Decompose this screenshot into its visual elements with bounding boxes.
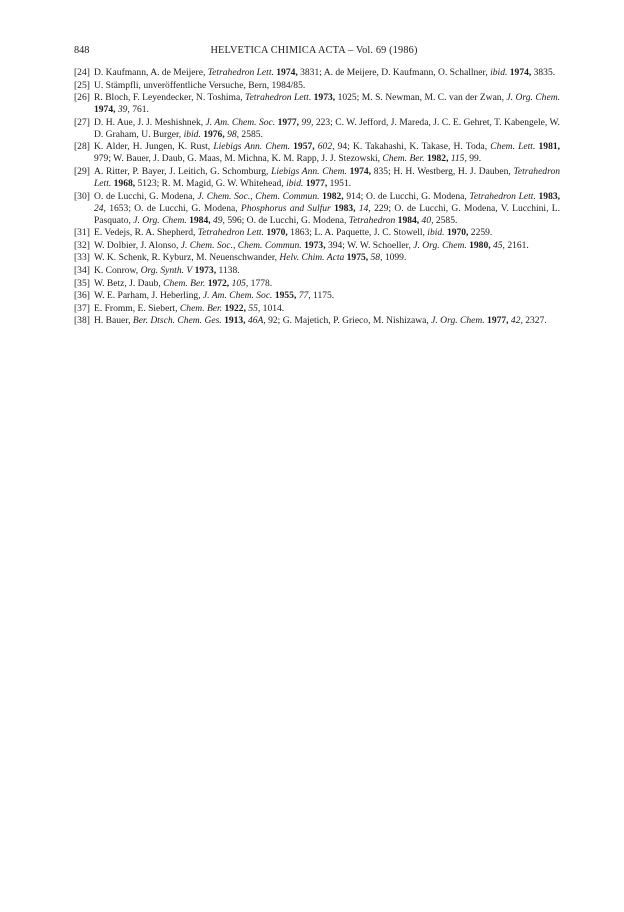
reference-item xyxy=(74,80,560,92)
reference-item xyxy=(74,227,560,239)
reference-text xyxy=(94,227,492,238)
reference-segment: 1863; L. A. Paquette, J. C. Stowell, xyxy=(287,227,428,239)
publication-year-bold: 1973, xyxy=(194,264,217,276)
publication-year-bold: 1982, xyxy=(426,153,449,165)
journal-or-volume-italic: Tetrahedron xyxy=(348,214,396,226)
journal-or-volume-italic: 39, xyxy=(117,104,130,116)
reference-segment: W. K. Schenk, R. Kyburz, M. Neuenschwander, xyxy=(94,252,280,264)
reference-number: [28] xyxy=(74,141,90,153)
journal-or-volume-italic: 40, xyxy=(421,214,434,226)
journal-or-volume-italic: Helv. Chim. Acta xyxy=(279,252,345,264)
reference-text xyxy=(94,141,560,164)
reference-segment: 1014. xyxy=(260,302,285,314)
publication-year-bold: 1984, xyxy=(397,214,420,226)
journal-or-volume-italic: ibid. xyxy=(286,177,304,189)
reference-number: [33] xyxy=(74,252,90,264)
publication-year-bold: 1972, xyxy=(207,277,230,289)
journal-or-volume-italic: Liebigs Ann. Chem. xyxy=(213,141,290,153)
reference-segment: 229; O. de Lucchi, G. Modena, V. Lucchini, L. Pasquato, xyxy=(94,202,560,226)
reference-item xyxy=(74,92,560,116)
reference-segment: O. de Lucchi, G. Modena, xyxy=(94,190,198,202)
reference-list xyxy=(74,67,560,328)
journal-or-volume-italic: J. Org. Chem. xyxy=(413,239,467,251)
reference-segment: 394; W. W. Schoeller, xyxy=(325,239,414,251)
reference-text xyxy=(94,303,284,314)
publication-year-bold: 1983, xyxy=(334,202,356,214)
reference-item xyxy=(74,265,560,277)
publication-year-bold: 1974, xyxy=(276,67,298,78)
journal-or-volume-italic: ibid. xyxy=(183,128,201,140)
publication-year-bold: 1974, xyxy=(94,104,116,116)
reference-segment: 2585. xyxy=(433,214,458,226)
publication-year-bold: 1984, xyxy=(189,214,211,226)
reference-segment: 2585. xyxy=(239,128,263,140)
journal-or-volume-italic: J. Chem. Soc., Chem. Commun. xyxy=(180,239,302,251)
publication-year-bold: 1982, xyxy=(322,190,344,202)
reference-segment: 2161. xyxy=(504,239,529,251)
reference-segment: 835; H. H. Westberg, H. J. Dauben, xyxy=(371,165,514,177)
journal-or-volume-italic: Tetrahedron Lett. xyxy=(197,227,264,239)
journal-or-volume-italic: ibid. xyxy=(490,67,508,78)
reference-text xyxy=(94,191,560,226)
publication-year-bold: 1968, xyxy=(113,177,136,189)
journal-or-volume-italic: 46A, xyxy=(247,315,266,327)
publication-year-bold: 1977, xyxy=(487,315,509,327)
reference-text xyxy=(94,166,560,189)
reference-number: [34] xyxy=(74,264,90,276)
journal-or-volume-italic: J. Am. Chem. Soc. xyxy=(202,290,273,302)
reference-segment: R. Bloch, F. Leyendecker, N. Toshima, xyxy=(94,92,246,104)
reference-segment: 1138. xyxy=(216,264,240,276)
journal-or-volume-italic: 105, xyxy=(231,277,249,289)
reference-text xyxy=(94,67,555,78)
publication-year-bold: 1922, xyxy=(224,302,246,314)
journal-or-volume-italic: J. Org. Chem. xyxy=(133,214,187,226)
reference-text xyxy=(94,278,272,289)
publication-year-bold: 1981, xyxy=(538,141,560,153)
reference-text xyxy=(94,290,334,301)
publication-year-bold: 1973, xyxy=(313,92,336,104)
publication-year-bold: 1977, xyxy=(277,116,300,128)
publication-year-bold: 1974, xyxy=(509,67,532,78)
reference-segment: 1099. xyxy=(382,252,407,264)
journal-or-volume-italic: J. Org. Chem. xyxy=(431,315,485,327)
reference-number: [25] xyxy=(74,79,90,91)
journal-or-volume-italic: 49, xyxy=(213,214,225,226)
reference-segment: E. Vedejs, R. A. Shepherd, xyxy=(94,227,198,239)
reference-segment: 2327. xyxy=(522,315,547,327)
reference-text xyxy=(94,252,406,263)
reference-item xyxy=(74,278,560,290)
journal-or-volume-italic: Tetrahedron Lett. xyxy=(207,67,274,78)
reference-segment: D. Kaufmann, A. de Meijere, xyxy=(94,67,208,78)
publication-year-bold: 1970, xyxy=(266,227,288,239)
reference-segment: 94; K. Takahashi, K. Takase, H. Toda, xyxy=(334,141,491,153)
reference-number: [26] xyxy=(74,92,90,104)
publication-year-bold: 1955, xyxy=(274,290,297,302)
reference-item xyxy=(74,141,560,165)
reference-text xyxy=(94,265,240,276)
reference-segment: D. H. Aue, J. J. Meshishnek, xyxy=(94,116,206,128)
journal-or-volume-italic: 602, xyxy=(317,141,335,153)
publication-year-bold: 1973, xyxy=(304,239,326,251)
reference-number: [36] xyxy=(74,290,90,302)
journal-or-volume-italic: Phosphorus and Sulfur xyxy=(240,202,331,214)
publication-year-bold: 1974, xyxy=(349,165,372,177)
reference-segment: 92; G. Majetich, P. Grieco, M. Nishizawa, xyxy=(265,315,432,327)
reference-text xyxy=(94,240,529,251)
publication-year-bold: 1983, xyxy=(538,190,560,202)
reference-segment: H. Bauer, xyxy=(94,315,133,327)
reference-item xyxy=(74,166,560,190)
reference-segment: E. Fromm, E. Siebert, xyxy=(94,302,180,314)
reference-segment: K. Alder, H. Jungen, K. Rust, xyxy=(94,141,214,153)
reference-segment: 2259. xyxy=(468,227,493,239)
reference-item xyxy=(74,315,560,327)
journal-or-volume-italic: Org. Synth. V xyxy=(140,264,193,276)
journal-or-volume-italic: Liebigs Ann. Chem. xyxy=(271,165,347,177)
reference-segment: 1025; M. S. Newman, M. C. van der Zwan, xyxy=(335,92,507,104)
reference-segment: A. Ritter, P. Bayer, J. Leitich, G. Schomburg, xyxy=(94,165,272,177)
reference-number: [35] xyxy=(74,277,90,289)
reference-item xyxy=(74,117,560,141)
journal-or-volume-italic: 99, xyxy=(301,116,314,128)
journal-or-volume-italic: 115, xyxy=(450,153,467,165)
reference-segment: 99. xyxy=(466,153,482,165)
publication-year-bold: 1980, xyxy=(469,239,491,251)
journal-or-volume-italic: Tetrahedron Lett. xyxy=(245,92,312,104)
reference-item xyxy=(74,67,560,79)
publication-year-bold: 1976, xyxy=(203,128,225,140)
page-number: 848 xyxy=(74,45,90,56)
reference-segment: 914; O. de Lucchi, G. Modena, xyxy=(343,190,470,202)
reference-number: [31] xyxy=(74,227,90,239)
reference-segment: 3831; A. de Meijere, D. Kaufmann, O. Schallner, xyxy=(297,67,491,78)
journal-or-volume-italic: 98, xyxy=(227,128,240,140)
reference-item xyxy=(74,290,560,302)
reference-number: [38] xyxy=(74,315,90,327)
journal-or-volume-italic: Chem. Ber. xyxy=(382,153,425,165)
journal-or-volume-italic: J. Org. Chem. xyxy=(506,92,560,104)
reference-item xyxy=(74,240,560,252)
publication-year-bold: 1970, xyxy=(446,227,469,239)
reference-item xyxy=(74,252,560,264)
journal-or-volume-italic: 58, xyxy=(370,252,383,264)
reference-number: [24] xyxy=(74,67,90,78)
journal-or-volume-italic: 14, xyxy=(358,202,371,214)
journal-or-volume-italic: J. Am. Chem. Soc. xyxy=(205,116,276,128)
reference-segment: 1951. xyxy=(327,177,352,189)
journal-or-volume-italic: Tetrahedron Lett. xyxy=(469,190,536,202)
reference-segment: 1653; O. de Lucchi, G. Modena, xyxy=(105,202,241,214)
journal-or-volume-italic: 45, xyxy=(493,239,505,251)
reference-item xyxy=(74,303,560,315)
reference-number: [27] xyxy=(74,116,90,128)
publication-year-bold: 1975, xyxy=(346,252,369,264)
journal-or-volume-italic: Chem. Lett. xyxy=(490,141,536,153)
page-header xyxy=(74,44,554,58)
reference-number: [30] xyxy=(74,190,90,202)
reference-segment: 223; C. W. Jefford, J. Mareda, J. C. E. Gehret, T. Kabengele, W. D. Graham, U. Burger, xyxy=(94,116,561,140)
reference-segment: W. Dolbier, J. Alonso, xyxy=(94,239,181,251)
reference-segment: W. Betz, J. Daub, xyxy=(94,277,164,289)
journal-or-volume-italic: 42, xyxy=(510,315,523,327)
reference-number: [37] xyxy=(74,302,90,314)
reference-segment: 761. xyxy=(129,104,149,116)
reference-text xyxy=(94,92,560,115)
journal-or-volume-italic: 55, xyxy=(248,302,261,314)
journal-or-volume-italic: Chem. Ber. xyxy=(163,277,206,289)
journal-or-volume-italic: 24, xyxy=(94,202,106,214)
reference-segment: K. Conrow, xyxy=(94,264,141,276)
reference-text xyxy=(94,117,560,140)
reference-segment: 3835. xyxy=(531,67,556,78)
reference-number: [32] xyxy=(74,239,90,251)
publication-year-bold: 1913, xyxy=(224,315,246,327)
reference-text xyxy=(94,80,305,91)
reference-segment: 596; O. de Lucchi, G. Modena, xyxy=(224,214,349,226)
publication-year-bold: 1957, xyxy=(293,141,315,153)
journal-or-volume-italic: Tetrahedron Lett. xyxy=(94,165,560,189)
reference-segment: U. Stämpfli, unveröffentliche Versuche, Bern, 1984/85. xyxy=(94,79,306,91)
reference-segment: 979; W. Bauer, J. Daub, G. Maas, M. Michna, K. M. Rapp, J. J. Stezowski, xyxy=(94,153,383,165)
reference-segment: W. E. Parham, J. Heberling, xyxy=(94,290,203,302)
journal-or-volume-italic: 77, xyxy=(298,290,311,302)
journal-or-volume-italic: ibid. xyxy=(427,227,445,239)
journal-or-volume-italic: J. Chem. Soc., Chem. Commun. xyxy=(197,190,320,202)
reference-number: [29] xyxy=(74,165,90,177)
reference-segment: 1175. xyxy=(310,290,335,302)
reference-item xyxy=(74,191,560,227)
reference-segment: 5123; R. M. Magid, G. W. Whitehead, xyxy=(135,177,287,189)
reference-segment: 1778. xyxy=(248,277,273,289)
journal-or-volume-italic: Chem. Ber. xyxy=(179,302,223,314)
reference-text xyxy=(94,315,547,326)
running-head: HELVETICA CHIMICA ACTA – Vol. 69 (1986) xyxy=(210,45,418,56)
journal-or-volume-italic: Ber. Dtsch. Chem. Ges. xyxy=(132,315,222,327)
publication-year-bold: 1977, xyxy=(305,177,328,189)
